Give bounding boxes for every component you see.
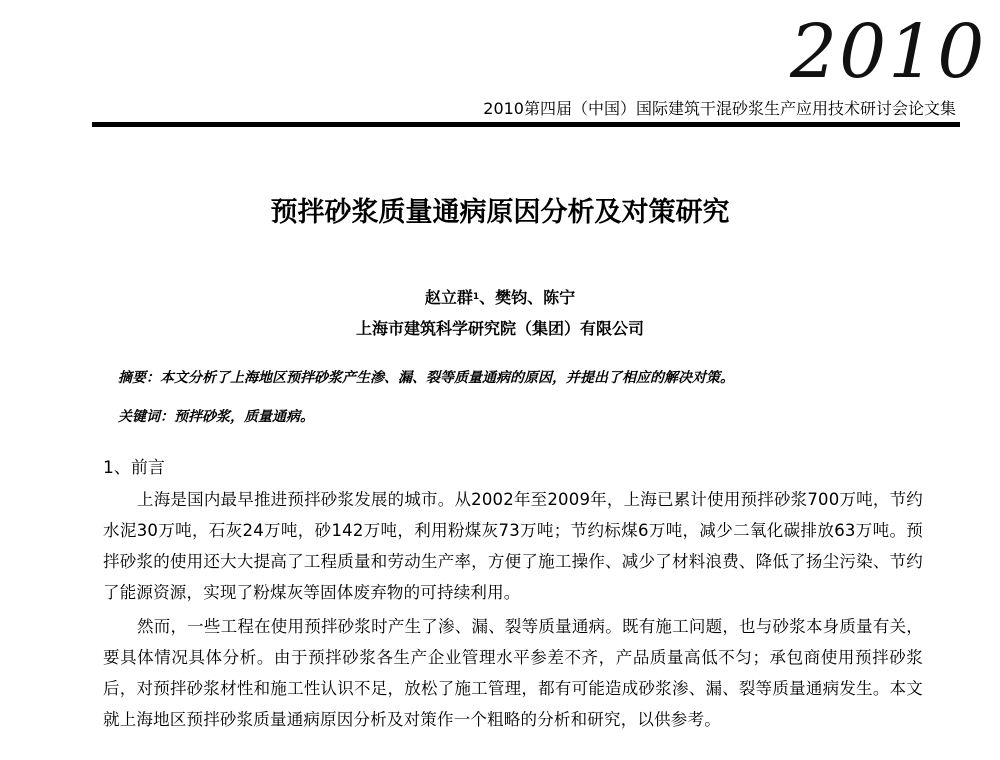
keywords: 关键词：预拌砂浆，质量通病。 bbox=[118, 409, 314, 425]
author-rest: 、樊钧、陈宁 bbox=[479, 288, 576, 307]
abstract: 摘要：本文分析了上海地区预拌砂浆产生渗、漏、裂等质量通病的原因，并提出了相应的解决对策。 bbox=[118, 370, 734, 386]
header-rule bbox=[92, 122, 960, 127]
author-first-sup: 1 bbox=[472, 292, 480, 302]
body-paragraph-1: 上海是国内最早推进预拌砂浆发展的城市。从2002年至2009年，上海已累计使用预拌砂浆700万吨，节约水泥30万吨，石灰24万吨，砂142万吨，利用粉煤灰73万吨；节约标煤6万吨，减少二氧化碳排放63万吨。预拌砂浆的使用还大大提高了工程质量和劳动生产率，方便了施工操作、减少了材料浪费、降低了扬尘污染、节约了能源资源，实现了粉煤灰等固体废弃物的可持续利用。 bbox=[103, 490, 923, 602]
author-first: 赵立群 bbox=[424, 288, 473, 307]
year-mark: 2010 bbox=[790, 9, 987, 95]
proceedings-title: 2010第四届（中国）国际建筑干混砂浆生产应用技术研讨会论文集 bbox=[483, 99, 956, 118]
paper-title: 预拌砂浆质量通病原因分析及对策研究 bbox=[270, 197, 730, 228]
affiliation: 上海市建筑科学研究院（集团）有限公司 bbox=[355, 319, 644, 338]
author-line bbox=[0, 287, 1000, 309]
section-heading: 1、前言 bbox=[103, 458, 165, 478]
body-paragraph-2: 然而，一些工程在使用预拌砂浆时产生了渗、漏、裂等质量通病。既有施工问题，也与砂浆本身质量有关，要具体情况具体分析。由于预拌砂浆各生产企业管理水平参差不齐，产品质量高低不匀；承包商使用预拌砂浆后，对预拌砂浆材性和施工性认识不足，放松了施工管理，都有可能造成砂浆渗、漏、裂等质量通病发生。本文就上海地区预拌砂浆质量通病原因分析及对策作一个粗略的分析和研究，以供参考。 bbox=[103, 617, 923, 729]
